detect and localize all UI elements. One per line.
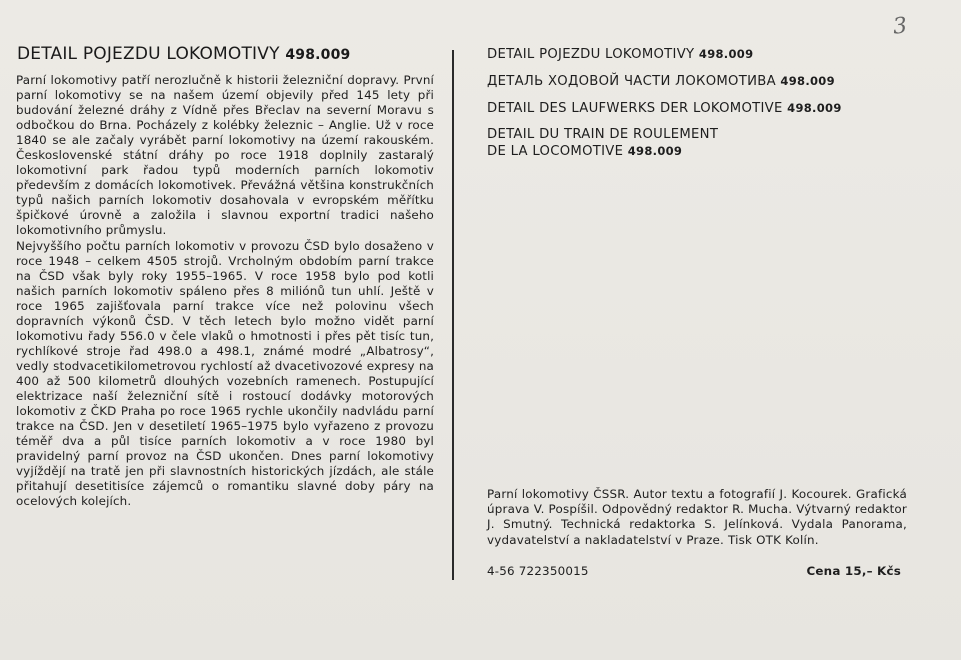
title-czech-text: DETAIL POJEZDU LOKOMOTIVY: [487, 47, 695, 62]
center-divider: [452, 50, 454, 580]
title-russian-number: 498.009: [780, 74, 835, 88]
paragraph-history: Parní lokomotivy patří nerozlučně k historii železniční dopravy. První parní lokomotivy se na našem území objevily před 145 lety při budování železné dráhy z Vídně přes Břeclav na severní Moravu s odbočkou do Brna. Pocházely z kolébky železnic – Anglie. Už v roce 1840 se ale začaly vyrábět parní lokomotivy na území rakouském. Československé státní dráhy po roce 1918 doplnily zastaralý lokomotivní park řadou typů moderních parních lokomotiv především z domácích lokomotivek. Převážná většina konstrukčních typů našich parních lokomotiv dosahovala v evropském měřítku špičkové úrovně a založila i slavnou exportní tradici našeho lokomotivního průmyslu.: [16, 73, 434, 238]
paragraph-decline: Nejvyššího počtu parních lokomotiv v provozu ČSD bylo dosaženo v roce 1948 – celkem 4505 strojů. Vrcholným obdobím parní trakce na ČSD však byly roky 1955–1965. V roce 1958 bylo pod kotli našich parních lokomotiv spáleno přes 8 miliónů tun uhlí. Ještě v roce 1965 zajišťovala parní trakce více než polovinu všech dopravních výkonů ČSD. V těch letech bylo možno vidět parní lokomotivu řady 556.0 v čele vlaků o hmotnosti i přes pět tisíc tun, rychlíkové stroje řad 498.0 a 498.1, známé modré „Albatrosy“, vedly stodvacetikilometrovou rychlostí až dvacetivozové expresy na 400 až 500 kilometrů dlouhých vozebních ramenech. Postupující elektrizace naší železniční sítě i rostoucí dodávky motorových lokomotiv z ČKD Praha po roce 1965 rychle ukončily nadvládu parní trakce na ČSD. Jen v desetiletí 1965–1975 bylo vyřazeno z provozu téměř dva a půl tisíce parních lokomotiv a v roce 1980 byl pravidelný parní provoz na ČSD ukončen. Dnes parní lokomotivy vyjíždějí na tratě jen při slavnostních historických jízdách, ale stále přitahují desetitisíce zájemců o romantiku slavné doby páry na ocelových kolejích.: [16, 238, 434, 509]
title-russian-text: ДЕТАЛЬ ХОДОВОЙ ЧАСТИ ЛОКОМОТИВА: [487, 74, 776, 89]
translated-titles: [487, 46, 907, 170]
title-czech-number: 498.009: [698, 47, 754, 61]
czech-text-column: [16, 44, 434, 509]
title-french-line2: DE LA LOCOMOTIVE: [487, 144, 624, 159]
left-title-number: 498.009: [285, 47, 351, 63]
left-title-text: DETAIL POJEZDU LOKOMOTIVY: [17, 44, 280, 64]
price: Cena 15,– Kčs: [806, 564, 901, 578]
title-german-text: DETAIL DES LAUFWERKS DER LOKOMOTIVE: [487, 101, 783, 116]
catalog-number: 4-56 722350015: [487, 564, 589, 578]
title-french-number: 498.009: [627, 144, 683, 158]
title-german-number: 498.009: [787, 101, 842, 115]
title-french: [487, 127, 907, 160]
title-czech: [487, 46, 907, 63]
title-german: [487, 100, 907, 117]
imprint-row: [487, 564, 901, 578]
title-french-line1: DETAIL DU TRAIN DE ROULEMENT: [487, 127, 719, 142]
handwritten-mark: 3: [891, 13, 909, 40]
left-title: [17, 44, 434, 64]
title-russian: [487, 73, 907, 90]
publication-credits: Parní lokomotivy ČSSR. Autor textu a fotografií J. Kocourek. Grafická úprava V. Pospíšil. Odpovědný redaktor R. Mucha. Výtvarný redaktor J. Smutný. Technická redaktorka S. Jelínková. Vydala Panorama, vydavatelství a nakladatelství v Praze. Tisk OTK Kolín.: [487, 487, 907, 547]
